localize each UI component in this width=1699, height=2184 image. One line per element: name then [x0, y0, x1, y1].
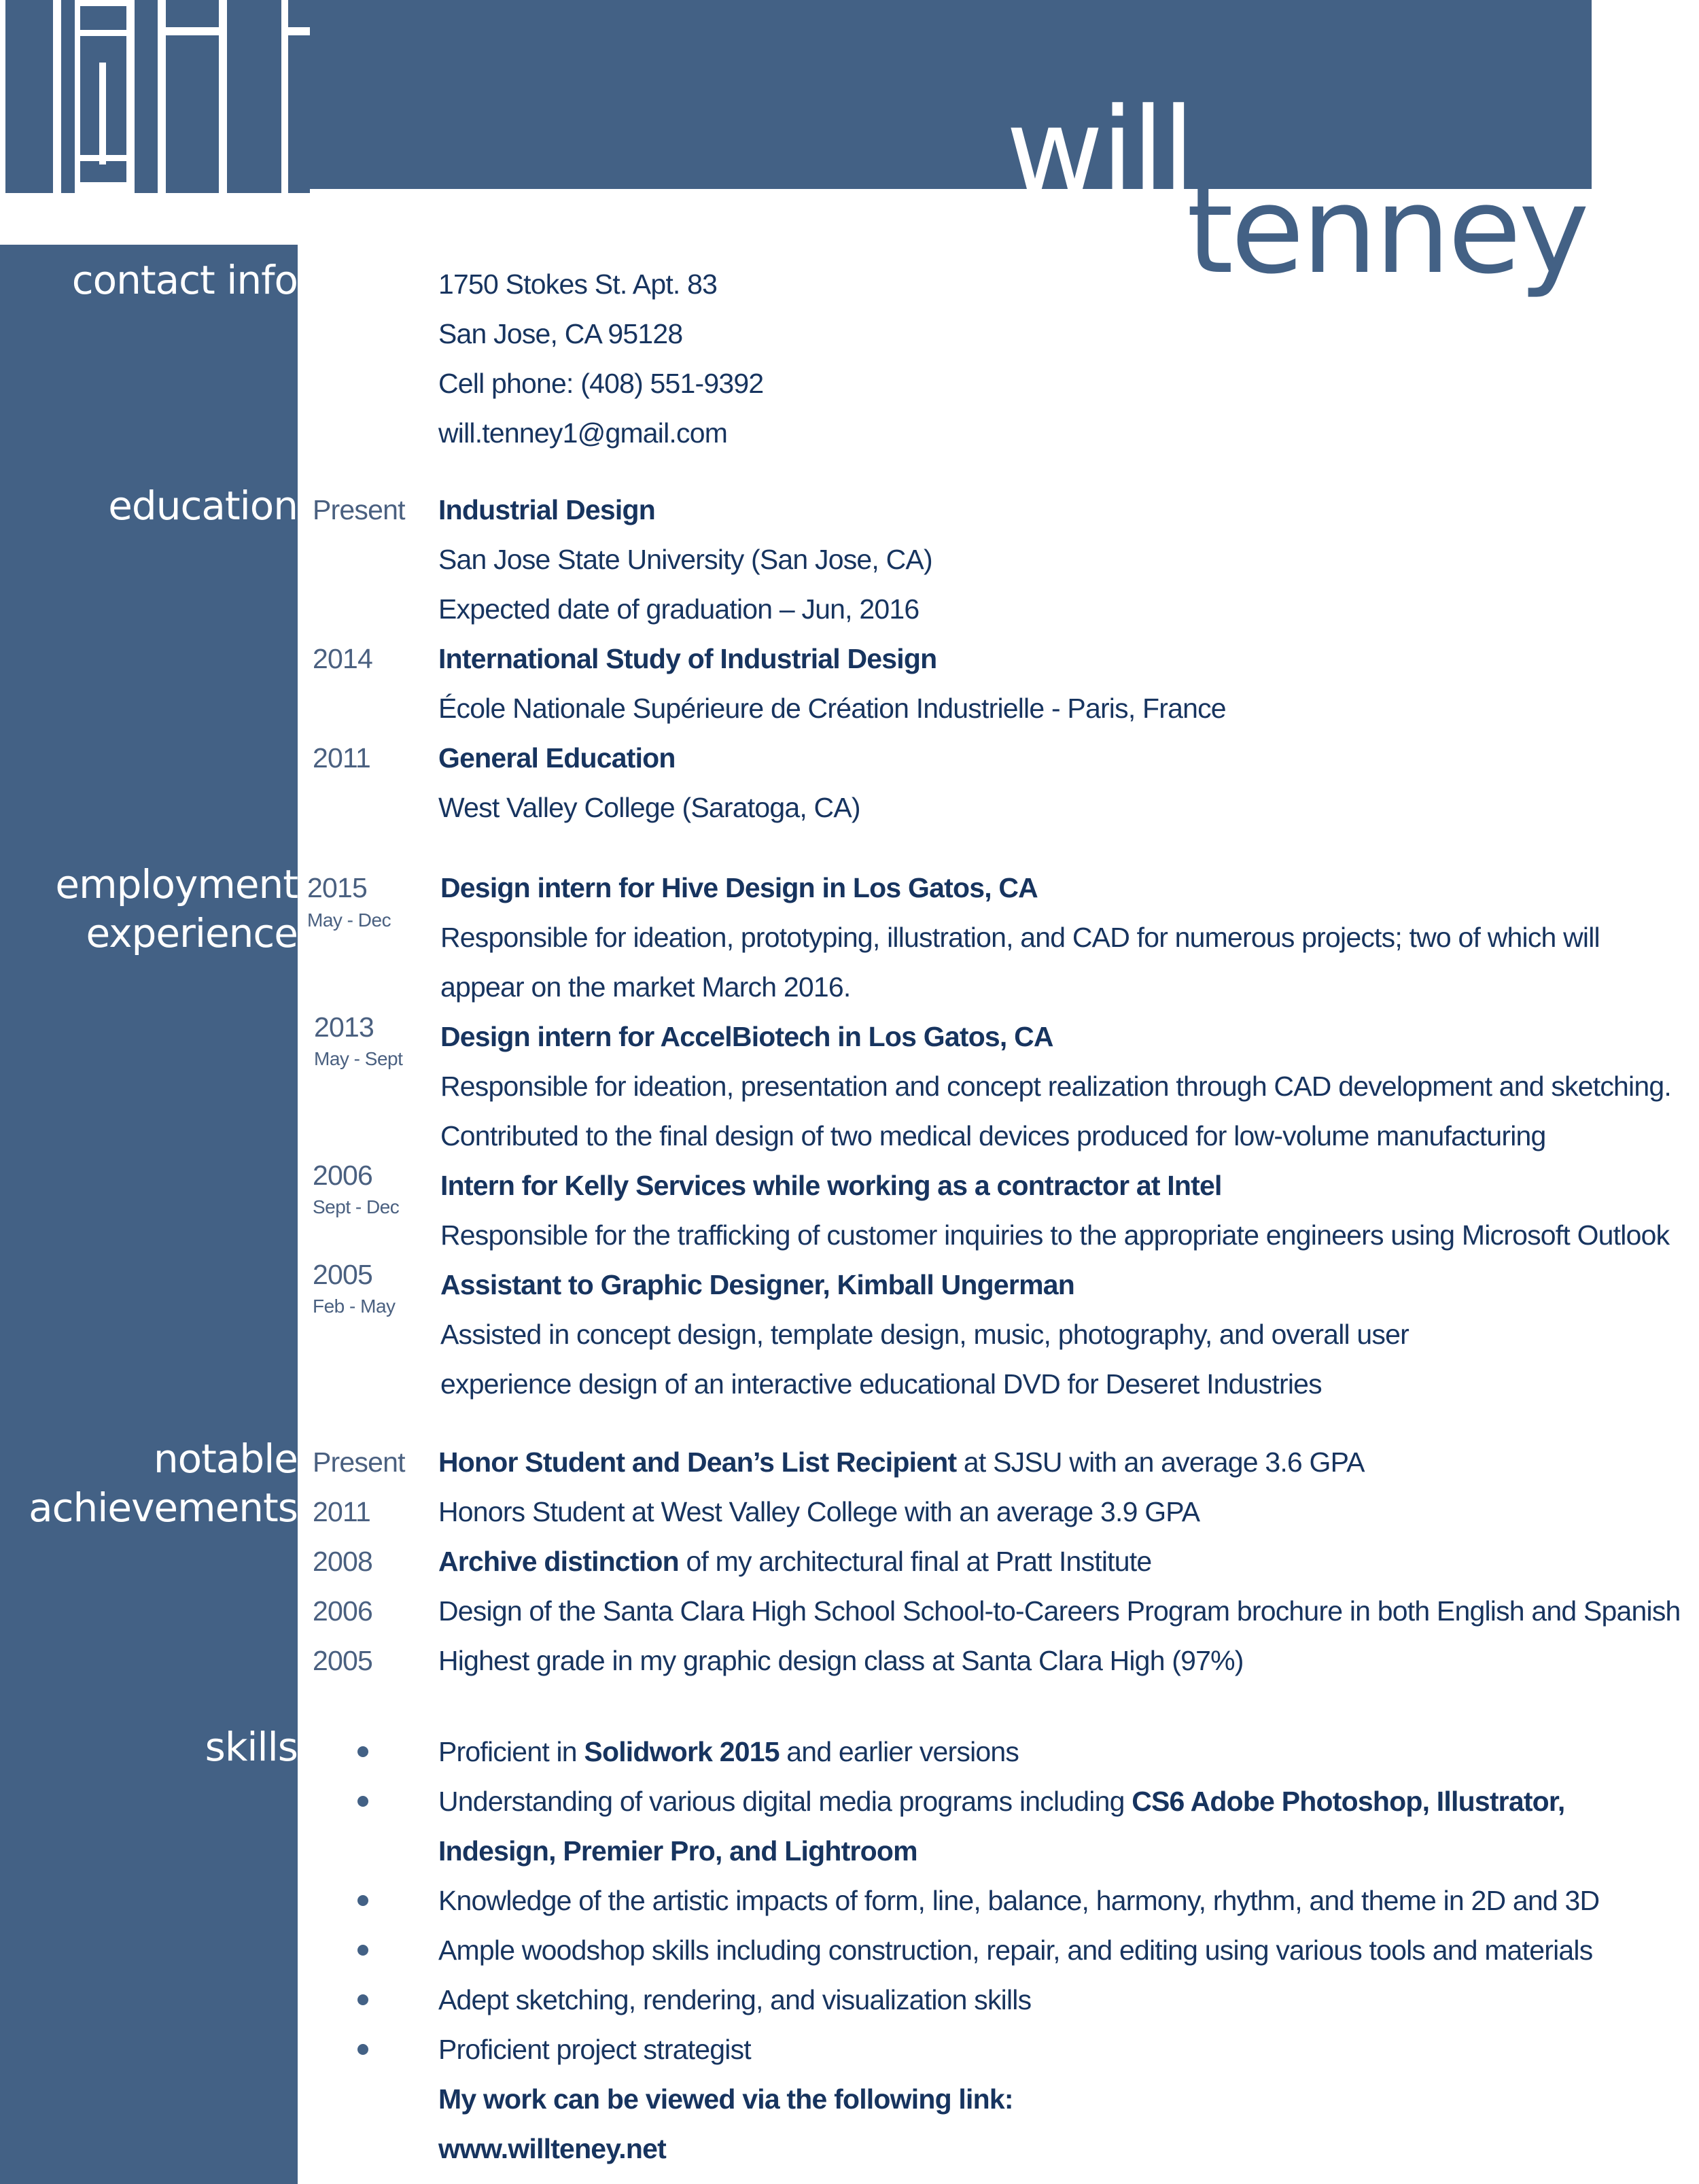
achievement-highlight: Honor Student and Dean’s List Recipient: [438, 1446, 957, 1478]
employment-year: 2005: [313, 1259, 373, 1290]
first-name: will: [1006, 82, 1193, 222]
employment-detail: Responsible for ideation, presentation and concept realization through CAD development and sketching.: [440, 1071, 1671, 1102]
last-name: tenney: [1187, 161, 1587, 300]
achievement-highlight: Archive distinction: [438, 1546, 679, 1577]
education-detail: West Valley College (Saratoga, CA): [438, 792, 860, 823]
achievement-item: Highest grade in my graphic design class at Santa Clara High (97%): [438, 1645, 1244, 1676]
portfolio-link-label: My work can be viewed via the following link:: [438, 2083, 1013, 2115]
bullet-icon: [357, 1796, 368, 1807]
education-detail: École Nationale Supérieure de Création Industrielle - Paris, France: [438, 693, 1226, 724]
skill-text: and earlier versions: [779, 1736, 1019, 1767]
achievement-date: Present: [313, 1446, 405, 1478]
skill-highlight: Indesign, Premier Pro, and Lightroom: [438, 1835, 917, 1867]
employment-detail: Responsible for ideation, prototyping, illustration, and CAD for numerous projects; two of which will: [440, 922, 1600, 953]
achievement-date: 2008: [313, 1546, 373, 1577]
employment-months: May - Sept: [314, 1048, 403, 1069]
employment-year: 2013: [314, 1011, 374, 1043]
section-employment-title: [55, 860, 298, 958]
section-education-title: education: [108, 483, 298, 529]
achievement-item: [438, 1445, 1365, 1479]
contact-address-line2: San Jose, CA 95128: [438, 318, 683, 349]
section-employment-line1: employment: [55, 861, 298, 907]
contact-address-line1: 1750 Stokes St. Apt. 83: [438, 268, 718, 300]
education-detail: San Jose State University (San Jose, CA): [438, 544, 932, 575]
achievement-item: Honors Student at West Valley College with an average 3.9 GPA: [438, 1496, 1200, 1527]
employment-detail: Responsible for the trafficking of customer inquiries to the appropriate engineers using Microsoft Outlook: [440, 1219, 1670, 1251]
skill-item: [438, 1735, 1019, 1769]
bullet-icon: [357, 1746, 368, 1757]
sidebar-band: [0, 245, 298, 2184]
monogram-logo-icon: [0, 0, 310, 193]
section-contact-title: contact info: [71, 257, 298, 303]
skill-text: Understanding of various digital media programs including: [438, 1786, 1132, 1817]
education-date: 2014: [313, 643, 373, 674]
skill-item: Adept sketching, rendering, and visualization skills: [438, 1984, 1032, 2015]
education-date: 2011: [313, 742, 370, 774]
achievement-item: [438, 1544, 1151, 1578]
employment-detail: appear on the market March 2016.: [440, 971, 851, 1003]
employment-title: Assistant to Graphic Designer, Kimball Ungerman: [440, 1269, 1074, 1300]
section-employment-line2: experience: [86, 910, 298, 956]
section-achievements-title: [29, 1434, 298, 1532]
achievement-date: 2006: [313, 1595, 373, 1627]
bullet-icon: [357, 2044, 368, 2055]
section-achievements-line2: achievements: [29, 1485, 298, 1531]
skill-highlight: CS6 Adobe Photoshop, Illustrator,: [1132, 1786, 1565, 1817]
bullet-icon: [357, 1994, 368, 2005]
employment-title: Design intern for Hive Design in Los Gatos, CA: [440, 872, 1038, 903]
education-title: Industrial Design: [438, 494, 656, 525]
employment-year: 2006: [313, 1160, 373, 1191]
skill-item: Ample woodshop skills including construction, repair, and editing using various tools and materials: [438, 1935, 1593, 1966]
skill-item: Knowledge of the artistic impacts of form, line, balance, harmony, rhythm, and theme in 2D and 3D: [438, 1885, 1600, 1916]
employment-detail: Contributed to the final design of two medical devices produced for low-volume manufacturing: [440, 1120, 1546, 1151]
section-skills-title: skills: [205, 1724, 298, 1770]
employment-year: 2015: [307, 872, 368, 903]
achievement-date: 2005: [313, 1645, 373, 1676]
achievement-item: Design of the Santa Clara High School School-to-Careers Program brochure in both English and Spanish: [438, 1595, 1681, 1627]
skill-item: Proficient project strategist: [438, 2034, 751, 2065]
contact-email[interactable]: will.tenney1@gmail.com: [438, 417, 728, 449]
contact-phone: Cell phone: (408) 551-9392: [438, 368, 764, 399]
achievement-date: 2011: [313, 1496, 370, 1527]
employment-months: Feb - May: [313, 1296, 396, 1317]
portfolio-link[interactable]: www.willteney.net: [438, 2133, 666, 2164]
bullet-icon: [357, 1895, 368, 1906]
employment-months: Sept - Dec: [313, 1196, 400, 1217]
skill-highlight: Solidwork 2015: [584, 1736, 780, 1767]
employment-detail: Assisted in concept design, template design, music, photography, and overall user: [440, 1319, 1409, 1350]
education-title: General Education: [438, 742, 676, 774]
education-title: International Study of Industrial Design: [438, 643, 937, 674]
section-achievements-line1: notable: [153, 1436, 298, 1482]
skill-text: Proficient in: [438, 1736, 584, 1767]
education-detail: Expected date of graduation – Jun, 2016: [438, 593, 919, 625]
achievement-text: at SJSU with an average 3.6 GPA: [956, 1446, 1365, 1478]
education-date: Present: [313, 494, 405, 525]
employment-detail: experience design of an interactive educational DVD for Deseret Industries: [440, 1368, 1322, 1400]
employment-title: Design intern for AccelBiotech in Los Gatos, CA: [440, 1021, 1053, 1052]
skill-item: [438, 1784, 1564, 1818]
bullet-icon: [357, 1945, 368, 1956]
employment-months: May - Dec: [307, 909, 391, 931]
achievement-text: of my architectural final at Pratt Institute: [678, 1546, 1152, 1577]
employment-title: Intern for Kelly Services while working as a contractor at Intel: [440, 1170, 1222, 1201]
